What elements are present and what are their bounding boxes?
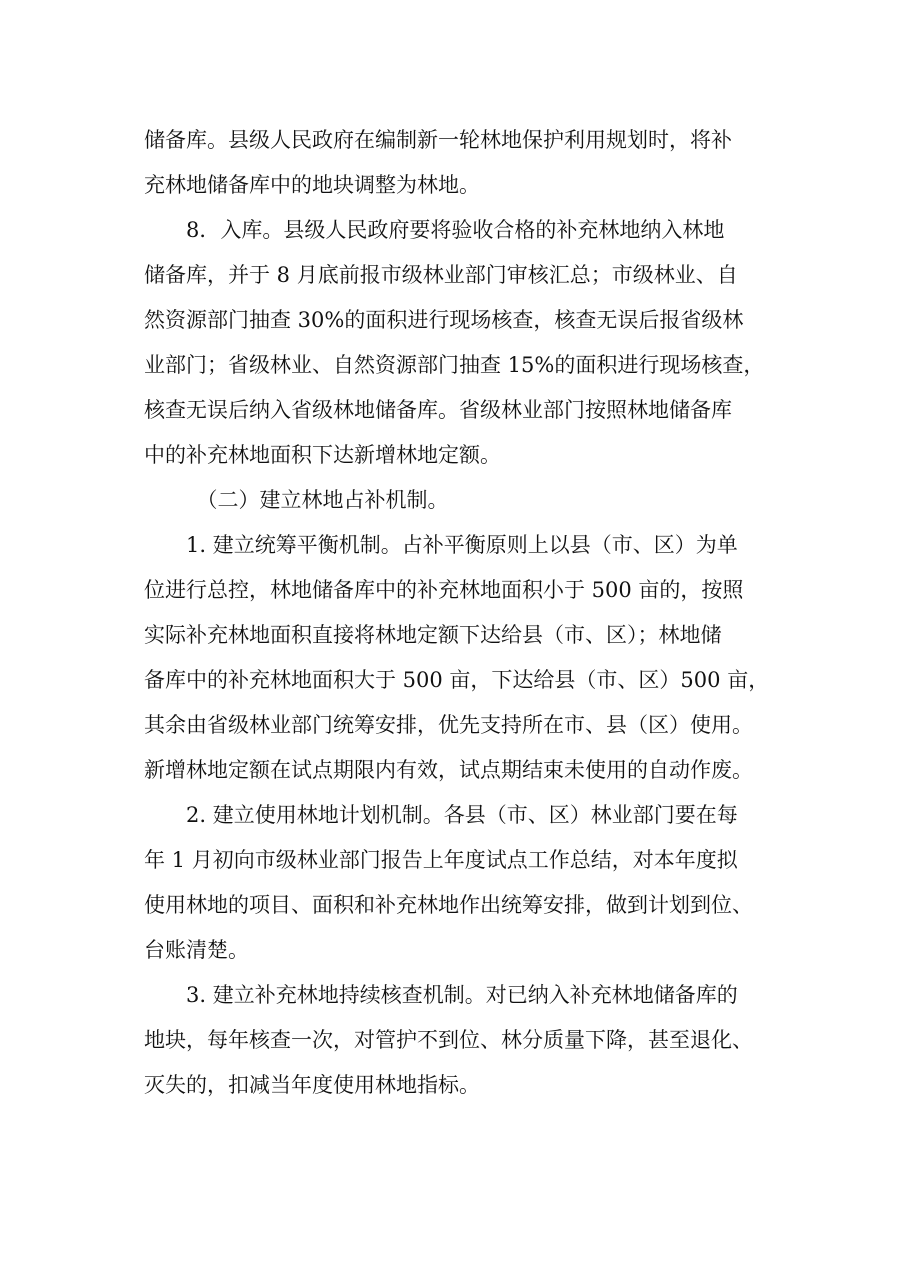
text-line: 台账清楚。 xyxy=(144,938,249,962)
text-line: 备库中的补充林地面积大于 500 亩，下达给县（市、区）500 亩， xyxy=(144,668,770,692)
text-line: 核查无误后纳入省级林地储备库。省级林业部门按照林地储备库 xyxy=(144,398,732,422)
text-line: 1. 建立统筹平衡机制。占补平衡原则上以县（市、区）为单 xyxy=(144,533,738,557)
text-line: 其余由省级林业部门统筹安排，优先支持所在市、县（区）使用。 xyxy=(144,713,753,737)
text-line: 使用林地的项目、面积和补充林地作出统筹安排，做到计划到位、 xyxy=(144,893,753,917)
text-line: 年 1 月初向市级林业部门报告上年度试点工作总结，对本年度拟 xyxy=(144,848,738,872)
document-page xyxy=(144,118,778,1108)
text-line: 储备库，并于 8 月底前报市级林业部门审核汇总；市级林业、自 xyxy=(144,263,738,287)
text-line: 地块，每年核查一次，对管护不到位、林分质量下降，甚至退化、 xyxy=(144,1028,753,1052)
text-line: 位进行总控，林地储备库中的补充林地面积小于 500 亩的，按照 xyxy=(144,578,744,602)
text-line: 业部门；省级林业、自然资源部门抽查 15%的面积进行现场核查， xyxy=(144,353,765,377)
text-line: 储备库。县级人民政府在编制新一轮林地保护利用规划时，将补 xyxy=(144,128,732,152)
text-line: 8．入库。县级人民政府要将验收合格的补充林地纳入林地 xyxy=(144,218,725,242)
text-line: 实际补充林地面积直接将林地定额下达给县（市、区）；林地储 xyxy=(144,623,722,647)
section-heading: （二）建立林地占补机制。 xyxy=(144,488,449,512)
text-line: 2. 建立使用林地计划机制。各县（市、区）林业部门要在每 xyxy=(144,803,738,827)
text-line: 中的补充林地面积下达新增林地定额。 xyxy=(144,443,501,467)
text-line: 3. 建立补充林地持续核查机制。对已纳入补充林地储备库的 xyxy=(144,983,738,1007)
text-line: 然资源部门抽查 30%的面积进行现场核查，核查无误后报省级林 xyxy=(144,308,744,332)
text-line: 充林地储备库中的地块调整为林地。 xyxy=(144,173,480,197)
text-line: 灭失的，扣减当年度使用林地指标。 xyxy=(144,1073,480,1097)
text-line: 新增林地定额在试点期限内有效，试点期结束未使用的自动作废。 xyxy=(144,758,753,782)
